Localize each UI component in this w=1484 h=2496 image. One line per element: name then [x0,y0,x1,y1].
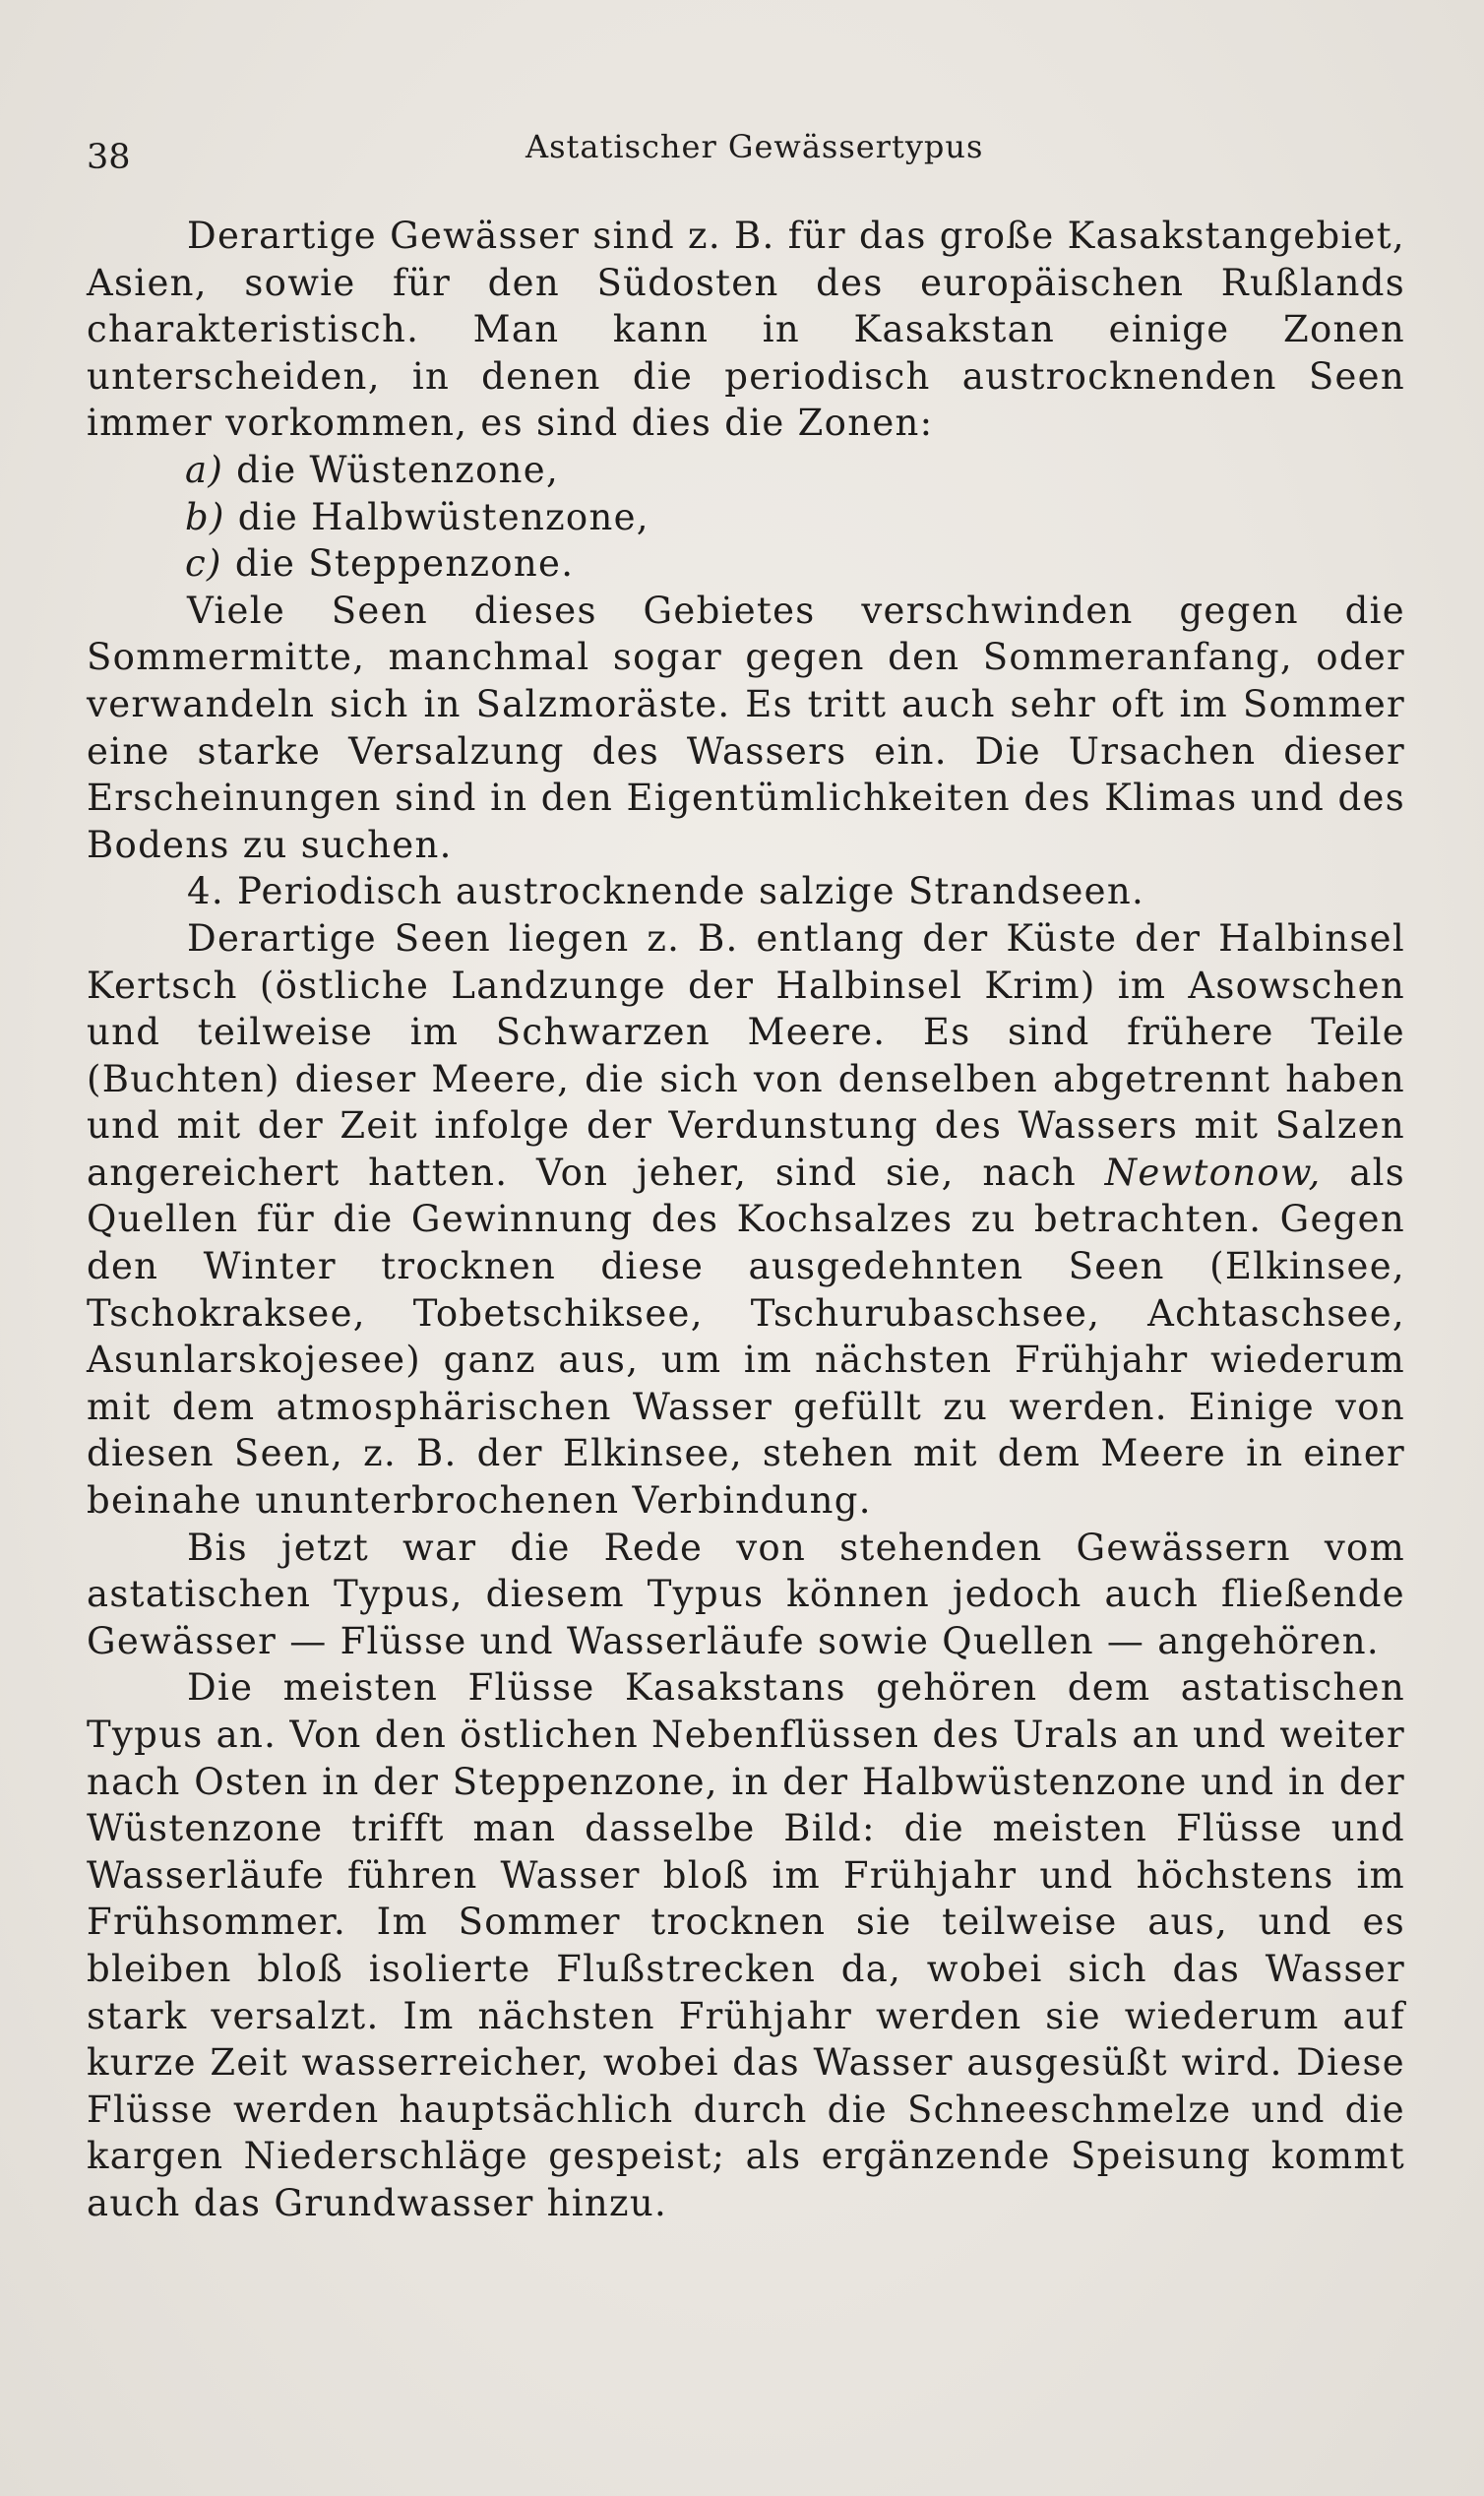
author-name: Newtonow, [1104,1151,1322,1194]
paragraph-coastal-lakes [87,915,1405,1525]
list-marker: b) [185,495,225,538]
paragraph-rivers: Die meisten Flüsse Kasakstans gehören dem astatischen Typus an. Von den östlichen Nebenflüssen des Urals an und weiter nach Osten in der Steppenzone, in der Halbwüstenzone und in der Wüstenzone trifft man dasselbe Bild: die meisten Flüsse und Wasserläufe führen Wasser bloß im Frühjahr und höchstens im Frühsommer. Im Sommer trocknen sie teilweise aus, und es bleiben bloß isolierte Flußstrecken da, wobei sich das Wasser stark versalzt. Im nächsten Frühjahr werden sie wiederum auf kurze Zeit wasserreicher, wobei das Wasser ausgesüßt wird. Diese Flüsse werden hauptsächlich durch die Schneeschmelze und die kargen Niederschläge gespeist; als ergänzende Speisung kommt auch das Grundwasser hinzu. [87,1666,1405,2224]
paragraph-text: als Quellen für die Gewinnung des Kochsalzes zu betrachten. Gegen den Winter trocknen diese ausgedehnten Seen (Elkinsee, Tschokraksee, Tobetschiksee, Tschurubaschsee, Achtaschsee, Asunlarskojesee) ganz aus, um im nächsten Frühjahr wiederum mit dem atmosphärischen Wasser gefüllt zu werden. Einige von diesen Seen, z. B. der Elkinsee, stehen mit dem Meere in einer beinahe ununterbrochenen Verbindung. [87,1151,1405,1523]
list-item-text: die Wüstenzone, [236,448,560,491]
list-marker: c) [185,542,222,586]
list-marker: a) [185,448,224,491]
list-item-c [87,540,1405,588]
list-item-text: die Halbwüstenzone, [237,495,649,538]
list-item-text: die Steppenzone. [234,542,575,586]
paragraph-text: Derartige Seen liegen z. B. entlang der Küste der Halbinsel Kertsch (östliche Landzunge der Halbinsel Krim) im Asowschen und teilweise im Schwarzen Meere. Es sind frühere Teile (Buchten) dieser Meere, die sich von denselben abgetrennt haben und mit der Zeit infolge der Verdunstung des Wassers mit Salzen angereichert hatten. Von jeher, sind sie, nach [87,916,1405,1194]
running-title: Astatischer Gewässertypus [526,128,984,165]
list-item-b [87,494,1405,541]
body-text [87,213,1405,2227]
page-number: 38 [87,138,131,177]
paragraph-flowing-waters: Bis jetzt war die Rede von stehenden Gewässern vom astatischen Typus, diesem Typus können jedoch auch fließende Gewässer — Flüsse und Wasserläufe sowie Quellen — angehören. [87,1526,1405,1662]
page-header [87,128,1405,187]
paragraph-intro: Derartige Gewässer sind z. B. für das große Kasakstangebiet, Asien, sowie für den Südosten des europäischen Rußlands charakteristisch. Man kann in Kasakstan einige Zonen unterscheiden, in denen die periodisch austrocknenden Seen immer vorkommen, es sind dies die Zonen: [87,215,1405,445]
paragraph-seasonal-lakes: Viele Seen dieses Gebietes verschwinden gegen die Sommermitte, manchmal sogar gegen den Sommeranfang, oder verwandeln sich in Salzmoräste. Es tritt auch sehr oft im Sommer eine starke Versalzung des Wassers ein. Die Ursachen dieser Erscheinungen sind in den Eigentümlichkeiten des Klimas und des Bodens zu suchen. [87,589,1405,866]
section-heading-4: 4. Periodisch austrocknende salzige Strandseen. [187,870,1145,913]
list-item-a [87,447,1405,494]
